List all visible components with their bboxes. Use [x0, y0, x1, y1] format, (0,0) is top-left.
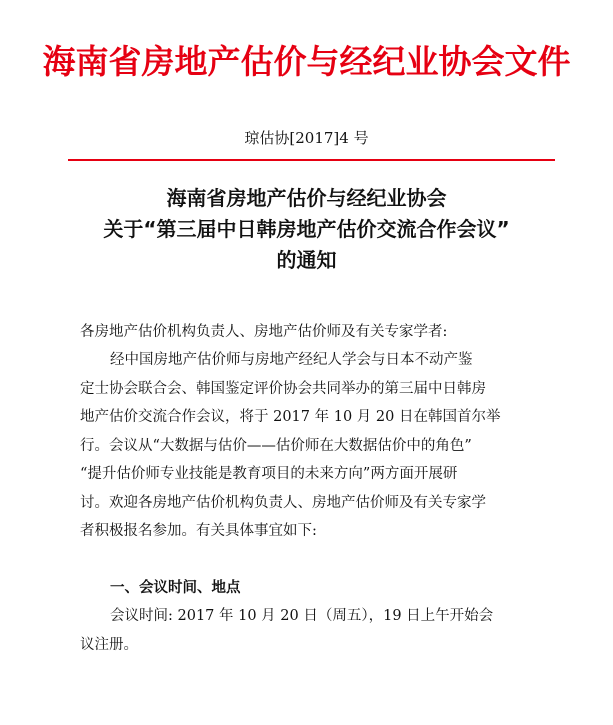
org-header-title: 海南省房地产估价与经纪业协会文件: [42, 42, 571, 81]
notice-title-line-2: 关于“第三届中日韩房地产估价交流合作会议”: [103, 217, 510, 241]
paragraph-line: 讨。欢迎各房地产估价机构负责人、房地产估价师及有关专家学: [80, 494, 486, 511]
meeting-time-paragraph: [80, 602, 540, 659]
notice-title: [0, 183, 613, 276]
paragraph-line: 会议时间: 2017 年 10 月 20 日（周五），19 日上午开始会: [110, 608, 494, 624]
paragraph-line: 议注册。: [80, 636, 138, 653]
paragraph-line: 者积极报名参加。有关具体事宜如下:: [80, 523, 317, 539]
paragraph-line: “提升估价师专业技能是教育项目的未来方向”两方面开展研: [80, 466, 458, 482]
paragraph-line: 地产估价交流合作会议，将于 2017 年 10 月 20 日在韩国首尔举: [80, 409, 501, 425]
notice-title-line-3: 的通知: [276, 248, 337, 272]
document-number: 琼估协[2017]4 号: [244, 129, 369, 147]
red-divider-line: [68, 159, 555, 161]
salutation: 各房地产估价机构负责人、房地产估价师及有关专家学者:: [80, 324, 448, 340]
section-heading-meeting-time-place: 一、会议时间、地点: [110, 580, 241, 596]
intro-paragraph: [80, 346, 540, 546]
paragraph-line: 行。会议从“大数据与估价——估价师在大数据估价中的角色”: [80, 437, 472, 454]
paragraph-line: 定士协会联合会、韩国鉴定评价协会共同举办的第三届中日韩房: [80, 380, 486, 397]
paragraph-line: 经中国房地产估价师与房地产经纪人学会与日本不动产鉴: [110, 352, 473, 368]
notice-title-line-1: 海南省房地产估价与经纪业协会: [166, 186, 447, 210]
